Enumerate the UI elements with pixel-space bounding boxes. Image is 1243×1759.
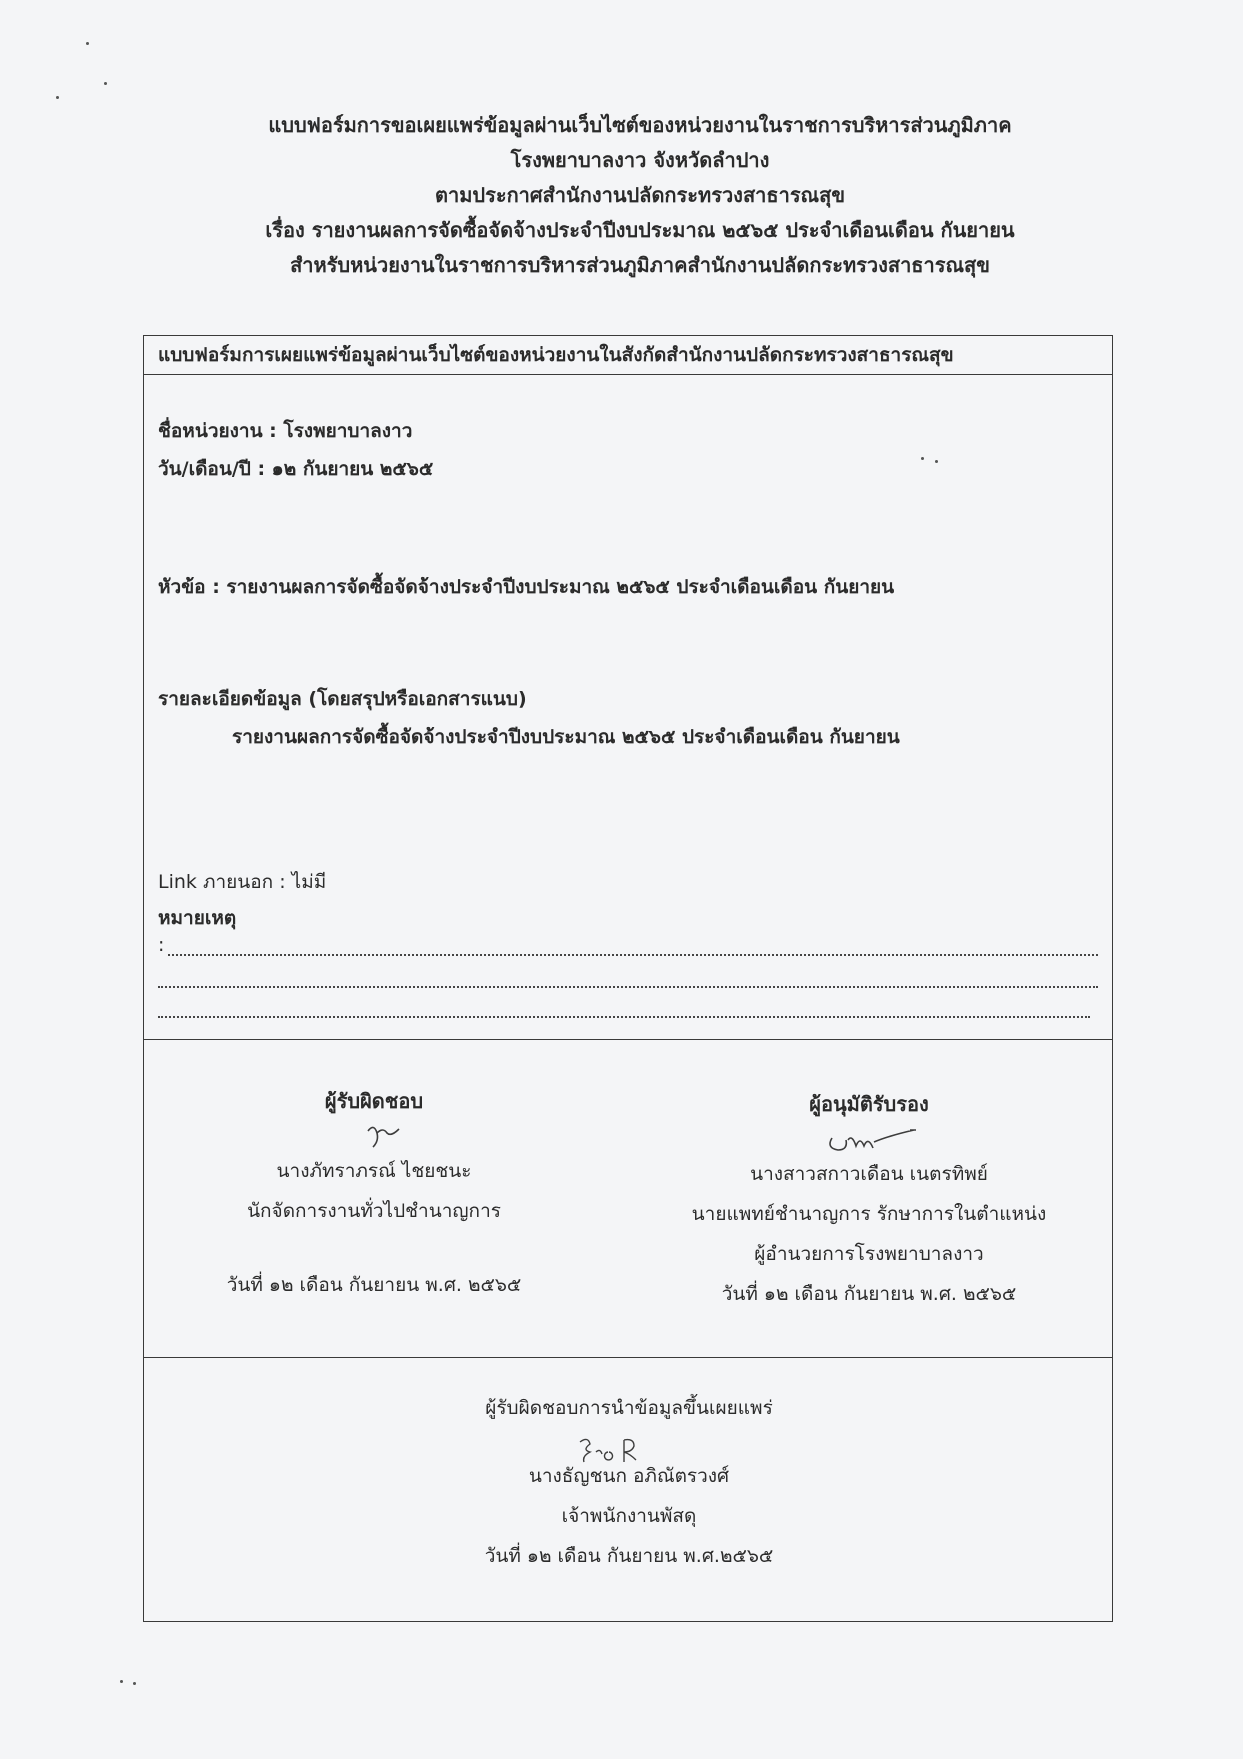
approver-position-1: นายแพทย์ชำนาญการ รักษาการในตำแหน่ง — [691, 1203, 1047, 1225]
approver-position-2: ผู้อำนวยการโรงพยาบาลงาว — [754, 1243, 984, 1265]
form-date: วัน/เดือน/ปี : ๑๒ กันยายน ๒๕๖๕ — [158, 458, 434, 480]
approver-name: นางสาวสกาวเดือน เนตรทิพย์ — [750, 1163, 988, 1185]
approver-date: วันที่ ๑๒ เดือน กันยายน พ.ศ. ๒๕๖๕ — [721, 1283, 1017, 1305]
scan-speck — [104, 82, 107, 85]
scan-speck — [56, 96, 59, 99]
responsible-name: นางภัทราภรณ์ ไชยชนะ — [276, 1160, 472, 1182]
responsible-heading: ผู้รับผิดชอบ — [324, 1089, 424, 1113]
section-divider-2 — [144, 1357, 1112, 1358]
remarks-dotted-line-3 — [158, 1014, 1090, 1018]
remarks-dotted-line-1 — [168, 952, 1098, 956]
header-line-2: โรงพยาบาลงาว จังหวัดลำปาง — [510, 148, 770, 172]
scan-speck — [86, 42, 89, 45]
header-line-5: สำหรับหน่วยงานในราชการบริหารส่วนภูมิภาคสำนักงานปลัดกระทรวงสาธารณสุข — [290, 253, 990, 277]
document-header — [150, 108, 1130, 283]
publisher-date: วันที่ ๑๒ เดือน กันยายน พ.ศ.๒๕๖๕ — [484, 1545, 774, 1567]
publisher-block — [354, 1388, 904, 1576]
agency-name: ชื่อหน่วยงาน : โรงพยาบาลงาว — [158, 420, 413, 442]
publisher-position: เจ้าพนักงานพัสดุ — [561, 1505, 697, 1527]
header-line-3: ตามประกาศสำนักงานปลัดกระทรวงสาธารณสุข — [434, 183, 845, 207]
scan-speck — [935, 460, 938, 463]
approver-block — [644, 1084, 1094, 1314]
external-link: Link ภายนอก : ไม่มี — [158, 871, 327, 893]
form-box — [143, 335, 1113, 1622]
approver-heading: ผู้อนุมัติรับรอง — [809, 1092, 929, 1116]
details-text: รายงานผลการจัดซื้อจัดจ้างประจำปีงบประมาณ ๒๕๖๕ ประจำเดือนเดือน กันยายน — [232, 726, 900, 748]
scan-speck — [133, 1682, 136, 1685]
scan-speck — [120, 1680, 123, 1683]
header-line-4: เรื่อง รายงานผลการจัดซื้อจัดจ้างประจำปีงบประมาณ ๒๕๖๕ ประจำเดือนเดือน กันยายน — [265, 218, 1015, 242]
responsible-position: นักจัดการงานทั่วไปชำนาญการ — [247, 1200, 501, 1222]
publisher-signature — [574, 1434, 654, 1466]
header-line-1: แบบฟอร์มการขอเผยแพร่ข้อมูลผ่านเว็บไซต์ของหน่วยงานในราชการบริหารส่วนภูมิภาค — [268, 113, 1012, 137]
section-divider-1 — [144, 1039, 1112, 1040]
responsible-signature — [364, 1121, 404, 1149]
publisher-heading: ผู้รับผิดชอบการนำข้อมูลขึ้นเผยแพร่ — [485, 1397, 773, 1419]
scan-speck — [921, 457, 924, 460]
form-topic: หัวข้อ : รายงานผลการจัดซื้อจัดจ้างประจำปีงบประมาณ ๒๕๖๕ ประจำเดือนเดือน กันยายน — [158, 576, 895, 598]
responsible-date: วันที่ ๑๒ เดือน กันยายน พ.ศ. ๒๕๖๕ — [226, 1274, 522, 1296]
approver-signature — [824, 1126, 934, 1158]
details-label: รายละเอียดข้อมูล (โดยสรุปหรือเอกสารแนบ) — [158, 688, 527, 710]
remarks-colon: : — [158, 934, 165, 956]
remarks-label: หมายเหตุ — [158, 907, 237, 929]
publisher-name: นางธัญชนก อภิณัตรวงศ์ — [528, 1465, 730, 1487]
remarks-dotted-line-2 — [158, 984, 1098, 988]
form-title: แบบฟอร์มการเผยแพร่ข้อมูลผ่านเว็บไซต์ของหน่วยงานในสังกัดสำนักงานปลัดกระทรวงสาธารณสุข — [144, 336, 1112, 375]
responsible-block — [184, 1081, 564, 1305]
